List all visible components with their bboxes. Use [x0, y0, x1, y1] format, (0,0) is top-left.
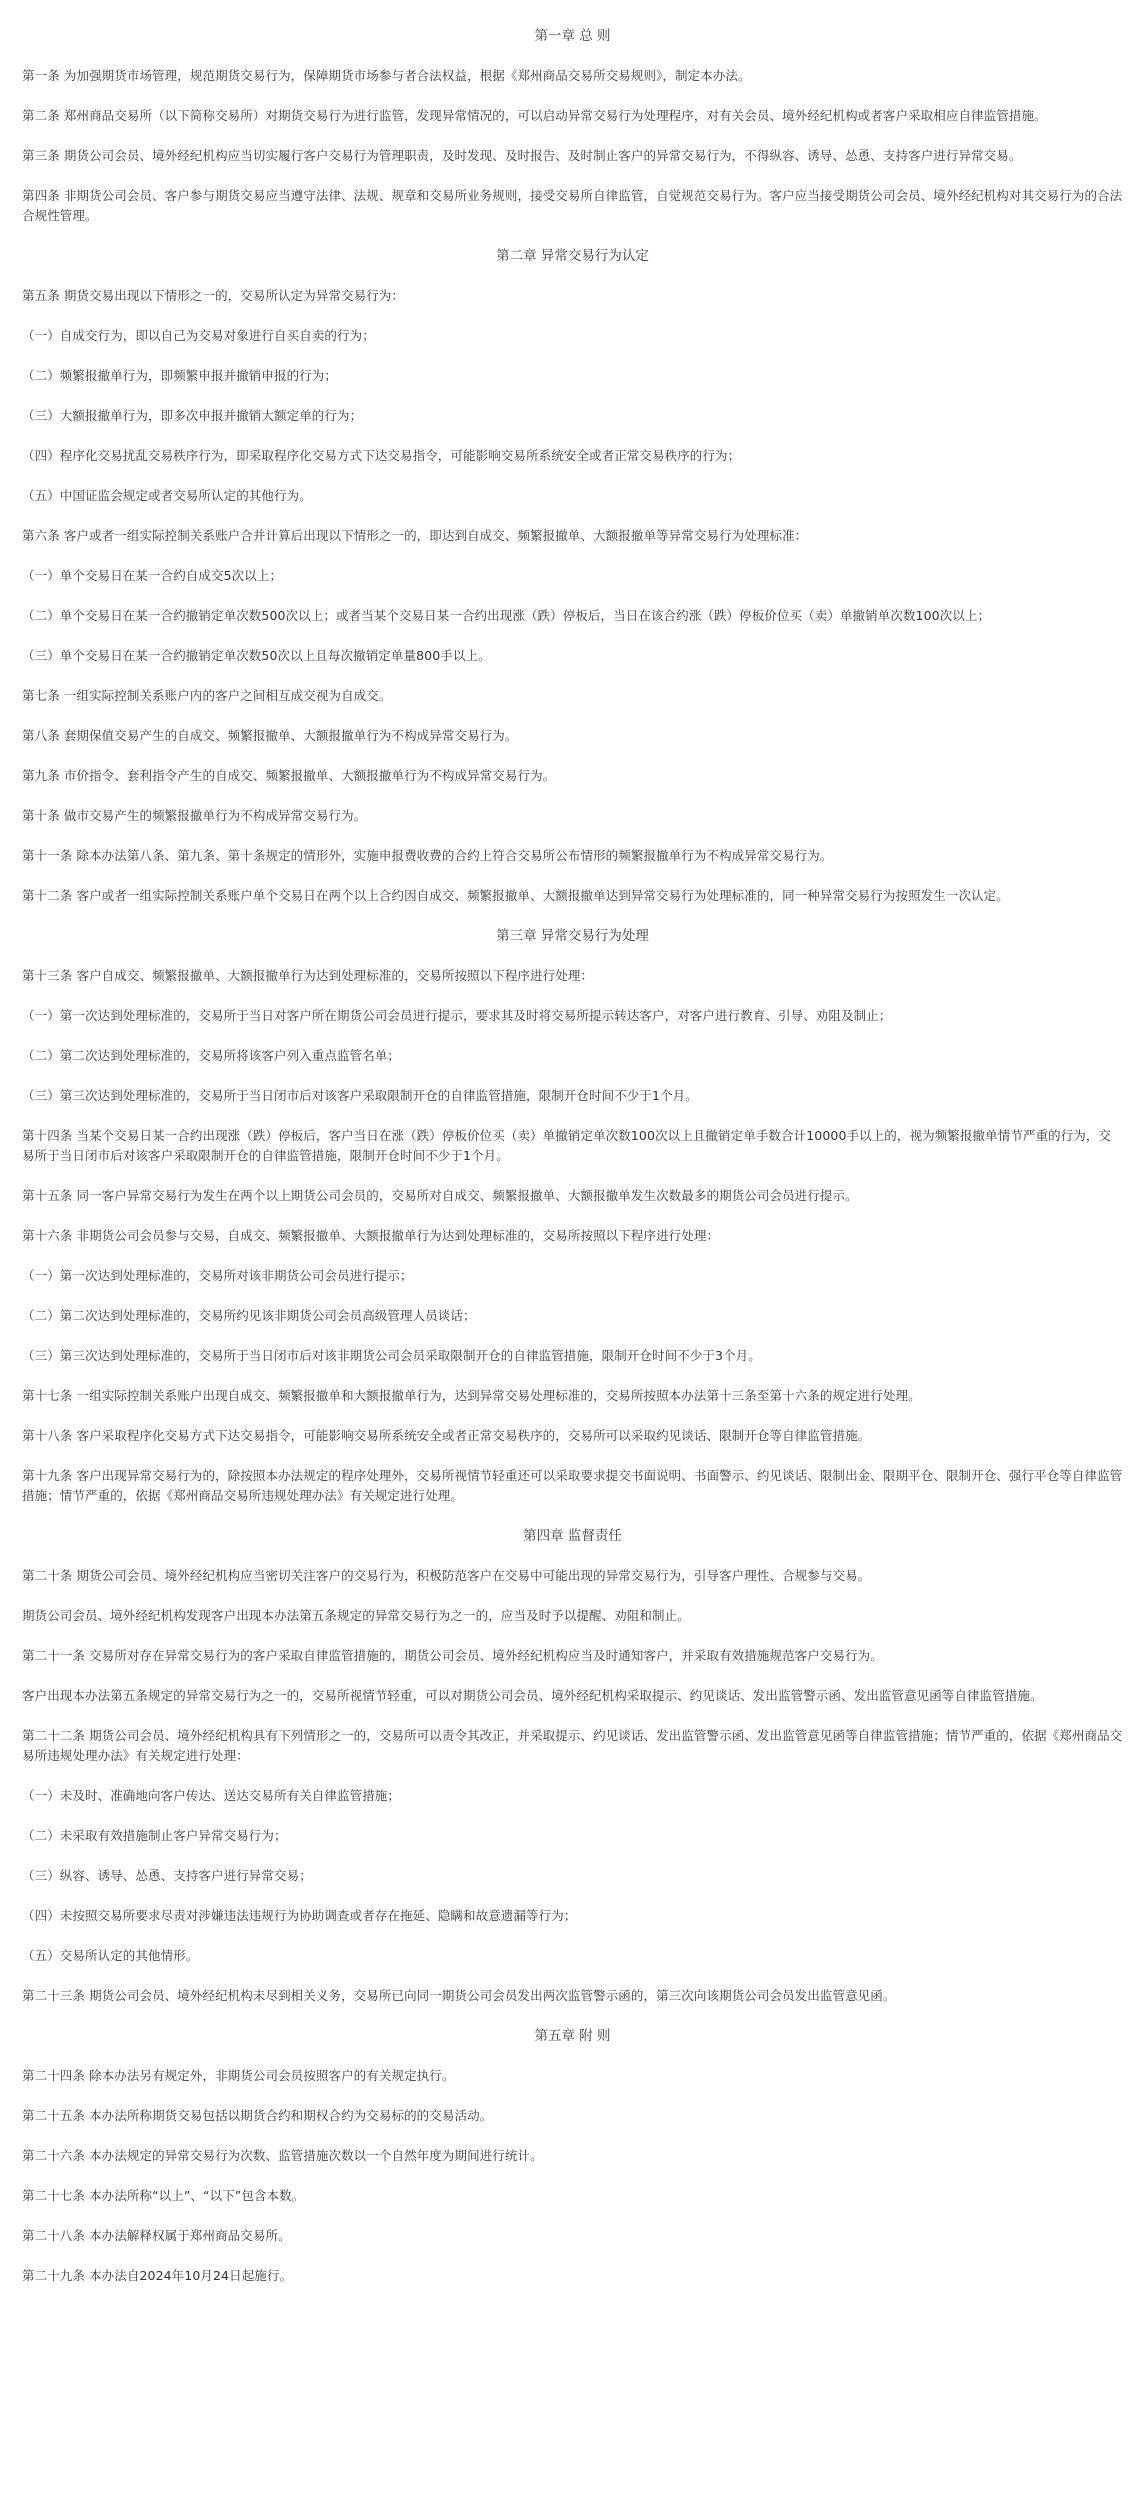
article-paragraph: （一）单个交易日在某一合约自成交5次以上；: [22, 568, 283, 583]
article-paragraph: （二）第二次达到处理标准的，交易所约见该非期货公司会员高级管理人员谈话；: [22, 1308, 476, 1323]
article-paragraph: 第二十八条 本办法解释权属于郑州商品交易所。: [22, 2228, 291, 2243]
article-paragraph: 第十八条 客户采取程序化交易方式下达交易指令，可能影响交易所系统安全或者正常交易秩序的，交易所可以采取约见谈话、限制开仓等自律监管措施。: [22, 1428, 871, 1443]
article-paragraph: 第二十四条 除本办法另有规定外，非期货公司会员按照客户的有关规定执行。: [22, 2068, 455, 2083]
article-paragraph: 第十三条 客户自成交、频繁报撤单、大额报撤单行为达到处理标准的，交易所按照以下程序进行处理：: [22, 968, 594, 983]
article-paragraph: （三）第三次达到处理标准的，交易所于当日闭市后对该客户采取限制开仓的自律监管措施，限制开仓时间不少于1个月。: [22, 1088, 698, 1103]
article-paragraph: 第九条 市价指令、套利指令产生的自成交、频繁报撤单、大额报撤单行为不构成异常交易行为。: [22, 768, 556, 783]
article-paragraph: 第十条 做市交易产生的频繁报撤单行为不构成异常交易行为。: [22, 808, 367, 823]
article-paragraph: 客户出现本办法第五条规定的异常交易行为之一的，交易所视情节轻重，可以对期货公司会员、境外经纪机构采取提示、约见谈话、发出监管警示函、发出监管意见函等自律监管措施。: [22, 1688, 1043, 1703]
chapter-title: 第三章 异常交易行为处理: [496, 928, 649, 944]
chapter-title: 第四章 监督责任: [523, 1528, 622, 1544]
article-paragraph: （二）单个交易日在某一合约撤销定单次数500次以上；或者当某个交易日某一合约出现涨（跌）停板后，当日在该合约涨（跌）停板价位买（卖）单撤销单次数100次以上；: [22, 608, 991, 623]
chapter-title: 第五章 附 则: [534, 2028, 611, 2044]
article-paragraph: （五）中国证监会规定或者交易所认定的其他行为。: [22, 488, 312, 503]
article-paragraph: 期货公司会员、境外经纪机构发现客户出现本办法第五条规定的异常交易行为之一的，应当及时予以提醒、劝阻和制止。: [22, 1608, 690, 1623]
article-paragraph: 第二十条 期货公司会员、境外经纪机构应当密切关注客户的交易行为，积极防范客户在交易中可能出现的异常交易行为，引导客户理性、合规参与交易。: [22, 1568, 871, 1583]
article-paragraph: （五）交易所认定的其他情形。: [22, 1948, 199, 1963]
article-paragraph: 第二十五条 本办法所称期货交易包括以期货合约和期权合约为交易标的的交易活动。: [22, 2108, 493, 2123]
chapter-title: 第一章 总 则: [534, 28, 611, 44]
article-paragraph: （三）第三次达到处理标准的，交易所于当日闭市后对该非期货公司会员采取限制开仓的自律监管措施，限制开仓时间不少于3个月。: [22, 1348, 761, 1363]
article-paragraph: （四）未按照交易所要求尽责对涉嫌违法违规行为协助调查或者存在拖延、隐瞒和故意遗漏等行为；: [22, 1908, 577, 1923]
article-paragraph: （一）第一次达到处理标准的，交易所于当日对客户所在期货公司会员进行提示，要求其及时将交易所提示转达客户，对客户进行教育、引导、劝阻及制止；: [22, 1008, 892, 1023]
article-paragraph: 第二十一条 交易所对存在异常交易行为的客户采取自律监管措施的，期货公司会员、境外经纪机构应当及时通知客户，并采取有效措施规范客户交易行为。: [22, 1648, 883, 1663]
article-paragraph: 第八条 套期保值交易产生的自成交、频繁报撤单、大额报撤单行为不构成异常交易行为。: [22, 728, 518, 743]
article-paragraph: （三）大额报撤单行为，即多次申报并撤销大额定单的行为；: [22, 408, 363, 423]
article-paragraph: 第十七条 一组实际控制关系账户出现自成交、频繁报撤单和大额报撤单行为，达到异常交易处理标准的，交易所按照本办法第十三条至第十六条的规定进行处理。: [22, 1388, 921, 1403]
article-paragraph: 第二十九条 本办法自2024年10月24日起施行。: [22, 2268, 293, 2283]
article-paragraph: （三）纵容、诱导、怂恿、支持客户进行异常交易；: [22, 1868, 312, 1883]
article-paragraph: （二）频繁报撤单行为，即频繁申报并撤销申报的行为；: [22, 368, 338, 383]
article-paragraph: 第三条 期货公司会员、境外经纪机构应当切实履行客户交易行为管理职责，及时发现、及时报告、及时制止客户的异常交易行为，不得纵容、诱导、怂恿、支持客户进行异常交易。: [22, 148, 1022, 163]
article-paragraph: 第十四条 当某个交易日某一合约出现涨（跌）停板后，客户当日在涨（跌）停板价位买（卖）单撤销定单次数100次以上且撤销定单手数合计10000手以上的，视为频繁报撤单情节严重的行为，交易所于当日闭市后对该客户采取限制开仓的自律监管措施，限制开仓时间不少于1个月。: [22, 1128, 1112, 1163]
article-paragraph: 第五条 期货交易出现以下情形之一的，交易所认定为异常交易行为：: [22, 288, 405, 303]
article-paragraph: 第十五条 同一客户异常交易行为发生在两个以上期货公司会员的，交易所对自成交、频繁报撤单、大额报撤单发生次数最多的期货公司会员进行提示。: [22, 1188, 858, 1203]
article-paragraph: 第十六条 非期货公司会员参与交易，自成交、频繁报撤单、大额报撤单行为达到处理标准的，交易所按照以下程序进行处理：: [22, 1228, 720, 1243]
article-paragraph: （一）未及时、准确地向客户传达、送达交易所有关自律监管措施；: [22, 1788, 401, 1803]
chapter-title: 第二章 异常交易行为认定: [496, 248, 649, 264]
article-paragraph: （四）程序化交易扰乱交易秩序行为，即采取程序化交易方式下达交易指令，可能影响交易所系统安全或者正常交易秩序的行为；: [22, 448, 741, 463]
article-paragraph: 第十九条 客户出现异常交易行为的，除按照本办法规定的程序处理外，交易所视情节轻重还可以采取要求提交书面说明、书面警示、约见谈话、限制出金、限期平仓、限制开仓、强行平仓等自律监管措施；情节严重的，依据《郑州商品交易所违规处理办法》有关规定进行处理。: [22, 1468, 1123, 1503]
article-paragraph: 第十一条 除本办法第八条、第九条、第十条规定的情形外，实施申报费收费的合约上符合交易所公布情形的频繁报撤单行为不构成异常交易行为。: [22, 848, 833, 863]
article-paragraph: 第二十二条 期货公司会员、境外经纪机构具有下列情形之一的，交易所可以责令其改正，并采取提示、约见谈话、发出监管警示函、发出监管意见函等自律监管措施；情节严重的，依据《郑州商品交易所违规处理办法》有关规定进行处理：: [22, 1728, 1123, 1763]
article-paragraph: （三）单个交易日在某一合约撤销定单次数50次以上且每次撤销定单量800手以上。: [22, 648, 491, 663]
article-paragraph: （一）第一次达到处理标准的，交易所对该非期货公司会员进行提示；: [22, 1268, 413, 1283]
article-paragraph: 第十二条 客户或者一组实际控制关系账户单个交易日在两个以上合约因自成交、频繁报撤单、大额报撤单达到异常交易行为处理标准的，同一种异常交易行为按照发生一次认定。: [22, 888, 1009, 903]
article-paragraph: 第一条 为加强期货市场管理，规范期货交易行为，保障期货市场参与者合法权益，根据《郑州商品交易所交易规则》，制定本办法。: [22, 68, 751, 83]
article-paragraph: 第二十六条 本办法规定的异常交易行为次数、监管措施次数以一个自然年度为期间进行统计。: [22, 2148, 543, 2163]
article-paragraph: 第二条 郑州商品交易所（以下简称交易所）对期货交易行为进行监管，发现异常情况的，可以启动异常交易行为处理程序，对有关会员、境外经纪机构或者客户采取相应自律监管措施。: [22, 108, 1047, 123]
article-paragraph: 第二十三条 期货公司会员、境外经纪机构未尽到相关义务，交易所已向同一期货公司会员发出两次监管警示函的，第三次向该期货公司会员发出监管意见函。: [22, 1988, 896, 2003]
article-paragraph: （二）第二次达到处理标准的，交易所将该客户列入重点监管名单；: [22, 1048, 401, 1063]
article-paragraph: 第四条 非期货公司会员、客户参与期货交易应当遵守法律、法规、规章和交易所业务规则，接受交易所自律监管，自觉规范交易行为。客户应当接受期货公司会员、境外经纪机构对其交易行为的合法合规性管理。: [22, 188, 1123, 223]
article-paragraph: 第二十七条 本办法所称“以上”、“以下”包含本数。: [22, 2188, 305, 2203]
article-paragraph: （一）自成交行为，即以自己为交易对象进行自买自卖的行为；: [22, 328, 375, 343]
article-paragraph: 第六条 客户或者一组实际控制关系账户合并计算后出现以下情形之一的，即达到自成交、频繁报撤单、大额报撤单等异常交易行为处理标准：: [22, 528, 808, 543]
article-paragraph: 第七条 一组实际控制关系账户内的客户之间相互成交视为自成交。: [22, 688, 392, 703]
article-paragraph: （二）未采取有效措施制止客户异常交易行为；: [22, 1828, 287, 1843]
